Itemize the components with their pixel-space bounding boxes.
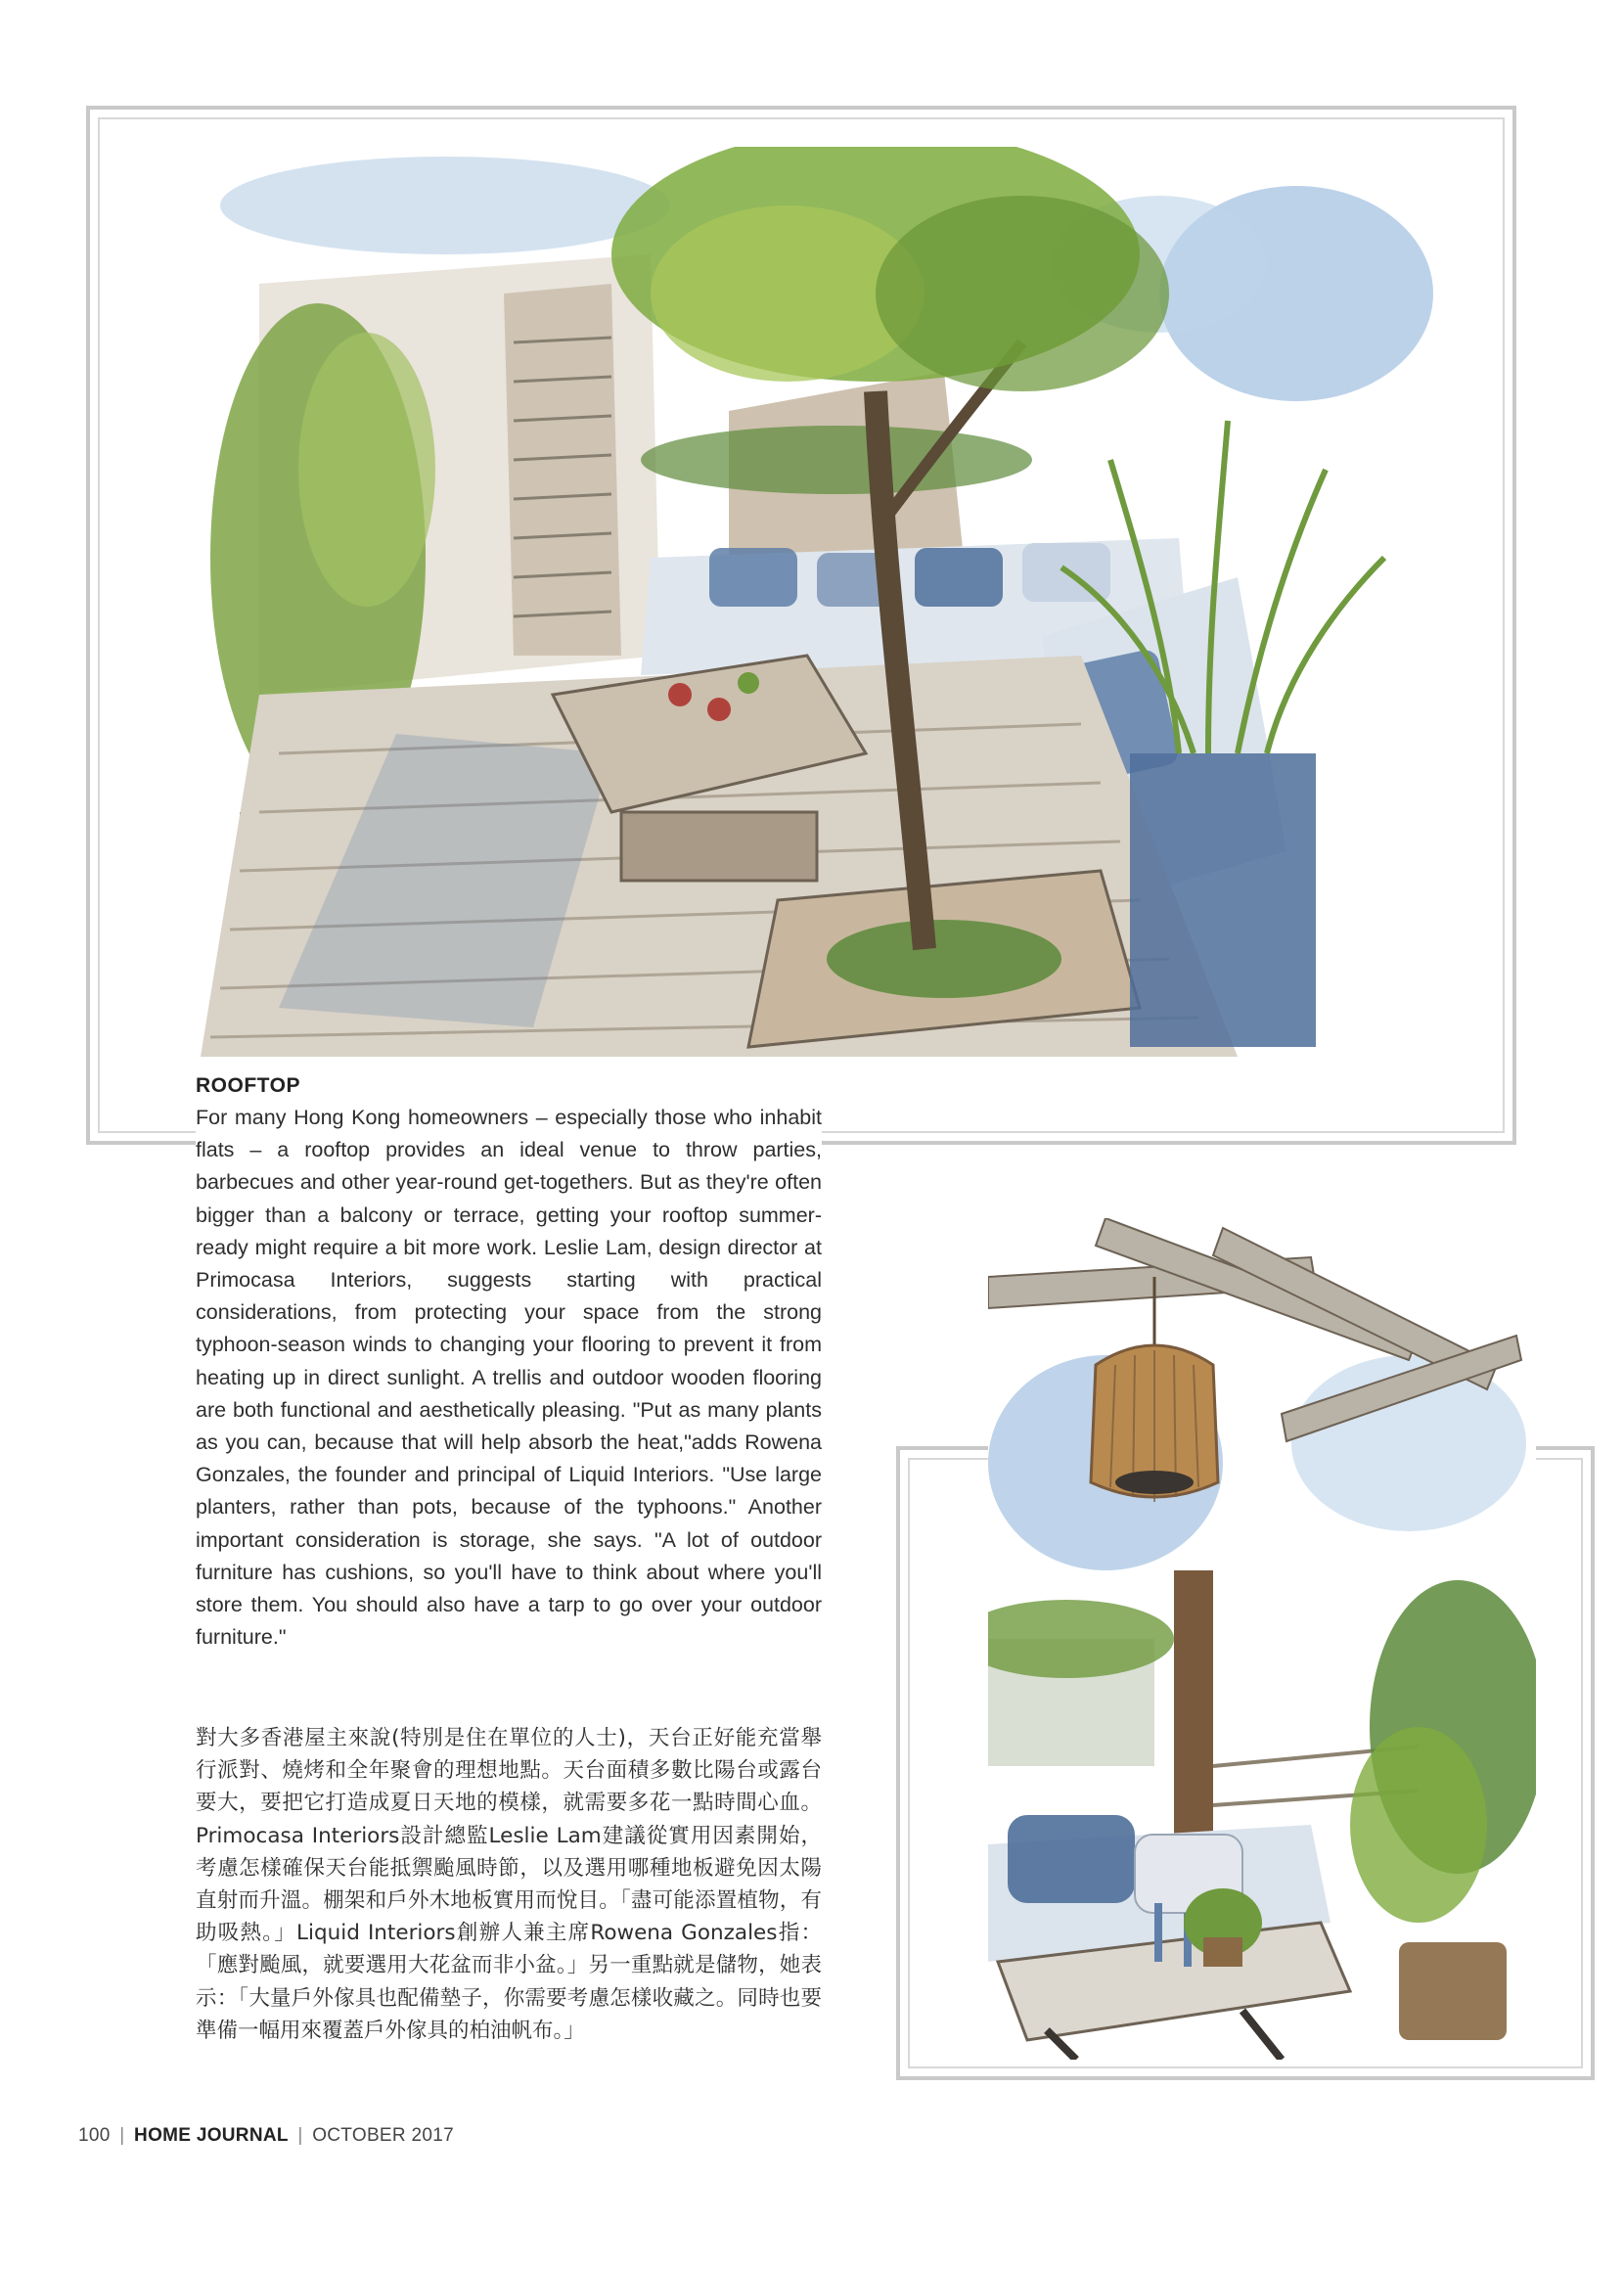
- pergola-watercolor-illustration: [988, 1218, 1536, 2060]
- chinese-body-text: 對大多香港屋主來說(特別是住在單位的人士)，天台正好能充當舉行派對、燒烤和全年聚會的理想地點。天台面積多數比陽台或露台要大，要把它打造成夏日天地的模樣，就需要多花一點時間心血。Primocasa Interiors設計總監Leslie Lam建議從實用因素開始，考慮怎樣確保天台能抵禦颱風時節，以及選用哪種地板避免因太陽直射而升溫。棚架和戶外木地板實用而悅目。「盡可能添置植物，有助吸熱。」Liquid Interiors創辦人兼主席Rowena Gonzales指：「應對颱風，就要選用大花盆而非小盆。」另一重點就是儲物，她表示：「大量戶外傢具也配備墊子，你需要考慮怎樣收藏之。同時也要準備一幅用來覆蓋戶外傢具的柏油帆布。」: [196, 1726, 822, 2043]
- section-heading: ROOFTOP: [196, 1074, 300, 1097]
- english-body-text: For many Hong Kong homeowners – especially those who inhabit flats – a rooftop provides an ideal venue to throw parties, barbecues and other year-round get-togethers. But as they're often bigger than a balcony or terrace, getting your rooftop summer-ready might require a bit more work. Leslie Lam, design director at Primocasa Interiors, suggests starting with practical considerations, from protecting your space from the strong typhoon-season winds to changing your flooring to prevent it from heating up in direct sunlight. A trellis and outdoor wooden flooring are both functional and aesthetically pleasing. "Put as many plants as you can, because that will help absorb the heat,"adds Rowena Gonzales, the founder and principal of Liquid Interiors. "Use large planters, rather than pots, because of the typhoons." Another important consideration is storage, she says. "A lot of outdoor furniture has cushions, so you'll have to think about where you'll store them. You should also have a tarp to go over your outdoor furniture.": [196, 1106, 822, 1650]
- rooftop-illustration-graphic: [201, 147, 1438, 1057]
- rooftop-watercolor-illustration: [201, 147, 1438, 1057]
- issue-date: OCTOBER 2017: [312, 2125, 454, 2146]
- pergola-illustration-graphic: [988, 1218, 1536, 2060]
- publication-name: HOME JOURNAL: [134, 2125, 289, 2146]
- page-footer: [78, 2125, 454, 2147]
- page-number: 100: [78, 2125, 111, 2146]
- english-article-block: [196, 1074, 822, 1654]
- footer-separator-2: |: [297, 2125, 303, 2146]
- footer-separator: |: [119, 2125, 125, 2146]
- chinese-article-block: [196, 1722, 822, 2047]
